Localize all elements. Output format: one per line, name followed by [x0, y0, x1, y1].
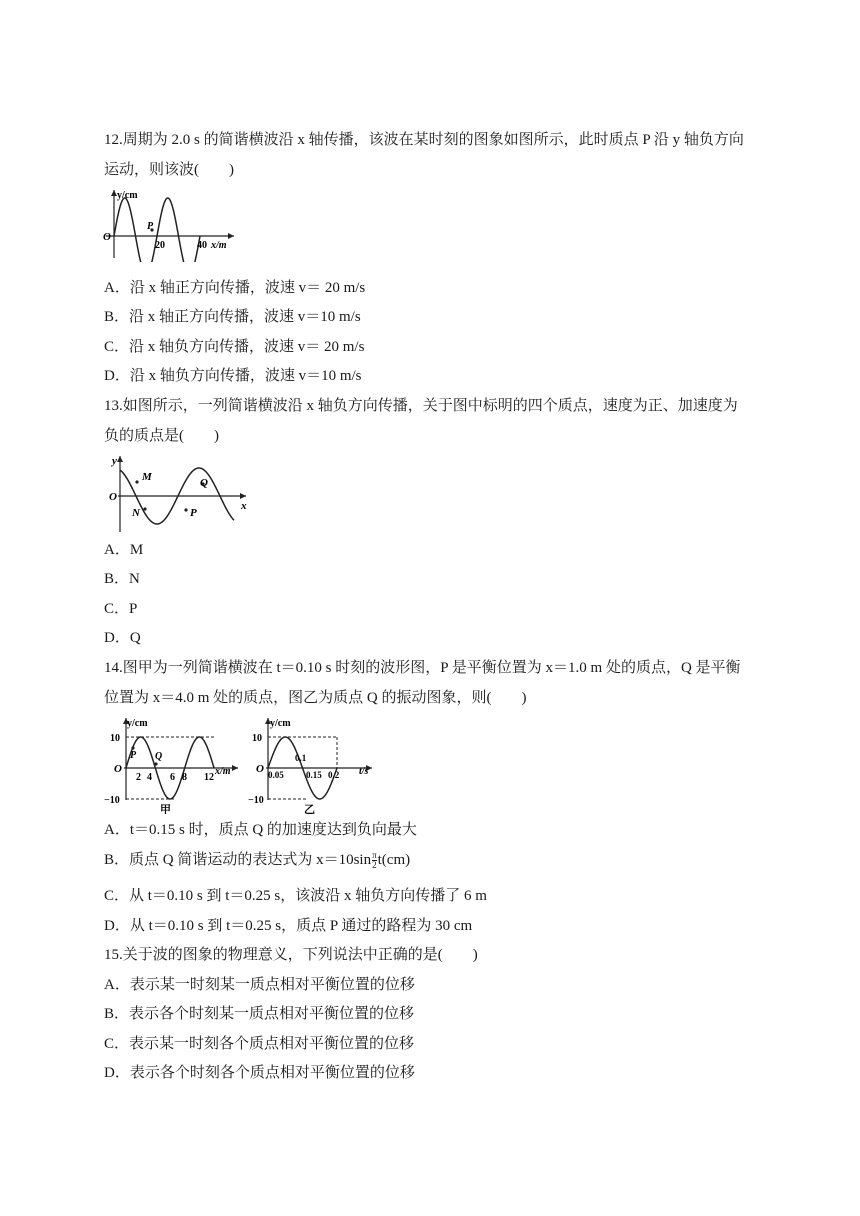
q14a-point-q: Q — [155, 751, 163, 762]
q15-option-d[interactable]: D．表示各个时刻各个质点相对平衡位置的位移 — [104, 1065, 415, 1081]
q14a-ybottom: −10 — [104, 795, 120, 806]
q13-point-m: M — [142, 471, 152, 483]
q14b-ytop: 10 — [252, 733, 262, 744]
q14b-ybottom: −10 — [248, 795, 264, 806]
q14b-ylabel: y/cm — [270, 718, 291, 729]
q14b-caption: 乙 — [304, 804, 315, 814]
q13-option-b[interactable]: B．N — [104, 571, 140, 587]
q14a-ytop: 10 — [110, 733, 120, 744]
q12-stem-line2: 运动，则该波( ) — [104, 162, 234, 178]
q14b-tick-01: 0.1 — [295, 753, 307, 763]
q14b-tick-02: 0.2 — [328, 770, 340, 780]
q14-figure-a — [102, 714, 242, 814]
q14b-xlabel: t/s — [359, 766, 369, 777]
q14a-xlabel: x/m — [215, 766, 231, 777]
q13-stem-line2: 负的质点是( ) — [104, 428, 219, 444]
q15-option-a[interactable]: A．表示某一时刻某一质点相对平衡位置的位移 — [104, 977, 415, 993]
q12-option-c[interactable]: C．沿 x 轴负方向传播，波速 v＝ 20 m/s — [104, 339, 365, 355]
q14a-tick-6: 6 — [170, 772, 175, 783]
q12-wave-figure — [100, 186, 240, 262]
q13-stem-line1: 13.如图所示，一列简谐横波沿 x 轴负方向传播，关于图中标明的四个质点，速度为正、加速度为 — [104, 398, 738, 414]
q14b-tick-005: 0.05 — [268, 770, 284, 780]
q14b-tick-015: 0.15 — [306, 770, 322, 780]
q14a-tick-4: 4 — [147, 772, 152, 783]
q14-option-b-suffix: t(cm) — [377, 852, 411, 868]
q12-option-d[interactable]: D．沿 x 轴负方向传播，波速 v＝10 m/s — [104, 368, 362, 384]
q13-point-p: P — [190, 507, 197, 519]
fraction-numerator: π — [372, 850, 377, 861]
q14a-tick-2: 2 — [136, 772, 141, 783]
q14-stem-line2: 位置为 x＝4.0 m 处的质点，图乙为质点 Q 的振动图象，则( ) — [104, 690, 527, 706]
q14-option-d[interactable]: D．从 t＝0.10 s 到 t＝0.25 s，质点 P 通过的路程为 30 cm — [104, 918, 473, 934]
q15-stem: 15.关于波的图象的物理意义，下列说法中正确的是( ) — [104, 947, 478, 963]
q13-point-n: N — [132, 507, 140, 519]
q13-option-d[interactable]: D．Q — [104, 630, 141, 646]
q12-option-b[interactable]: B．沿 x 轴正方向传播，波速 v＝10 m/s — [104, 309, 361, 325]
q14a-tick-12: 12 — [204, 772, 214, 783]
q14a-point-p: P — [130, 750, 137, 761]
q14-option-a[interactable]: A．t＝0.15 s 时，质点 Q 的加速度达到负向最大 — [104, 822, 417, 838]
q15-option-c[interactable]: C．表示某一时刻各个质点相对平衡位置的位移 — [104, 1036, 415, 1052]
q13-ylabel: y — [112, 455, 117, 467]
q12-xlabel: x/m — [211, 240, 227, 251]
q13-wave-figure — [104, 452, 252, 534]
q14a-origin: O — [114, 763, 122, 775]
q14-option-b-prefix: B．质点 Q 简谐运动的表达式为 x＝10sin — [104, 852, 372, 868]
fraction-denominator: 2 — [372, 860, 377, 871]
q13-xlabel: x — [241, 500, 247, 512]
q14a-tick-8: 8 — [182, 772, 187, 783]
q12-point-p: P — [147, 221, 154, 232]
q12-tick-20: 20 — [155, 240, 165, 251]
q14-option-b-fraction — [372, 851, 377, 870]
q12-tick-40: 40 — [197, 240, 207, 251]
q14-figure-b — [248, 714, 378, 814]
q14a-caption: 甲 — [160, 804, 171, 814]
q14a-ylabel: y/cm — [127, 718, 148, 729]
q14-option-b[interactable] — [104, 850, 410, 870]
q15-option-b[interactable]: B．表示各个时刻某一质点相对平衡位置的位移 — [104, 1006, 415, 1022]
q14b-origin: O — [256, 763, 264, 775]
q13-option-a[interactable]: A．M — [104, 542, 144, 558]
q13-origin: O — [109, 491, 117, 503]
q12-stem-line1: 12.周期为 2.0 s 的简谐横波沿 x 轴传播，该波在某时刻的图象如图所示，此时质点 P 沿 y 轴负方向 — [104, 132, 744, 148]
q12-option-a[interactable]: A．沿 x 轴正方向传播，波速 v＝ 20 m/s — [104, 280, 366, 296]
q13-point-q: Q — [200, 477, 208, 489]
q14-stem-line1: 14.图甲为一列简谐横波在 t＝0.10 s 时刻的波形图，P 是平衡位置为 x＝1.0 m 处的质点，Q 是平衡 — [104, 660, 741, 676]
q13-option-c[interactable]: C．P — [104, 601, 138, 617]
q12-origin: O — [103, 231, 111, 243]
q12-ylabel: y/cm — [117, 190, 138, 201]
q14-option-c[interactable]: C．从 t＝0.10 s 到 t＝0.25 s，该波沿 x 轴负方向传播了 6 m — [104, 888, 487, 904]
